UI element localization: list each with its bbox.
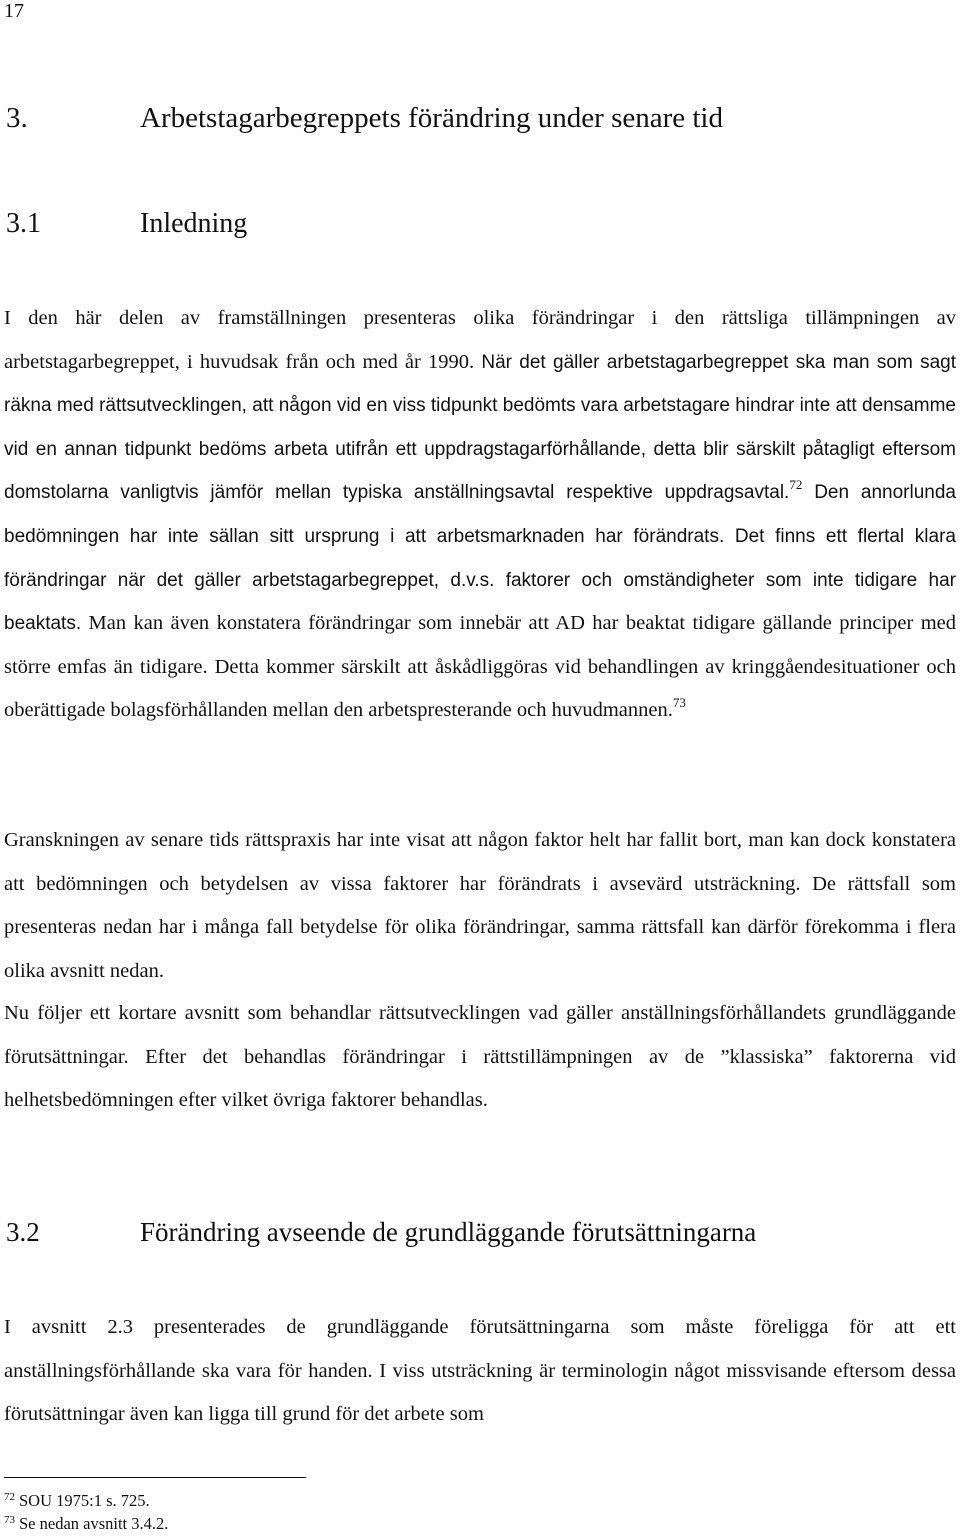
chapter-heading	[6, 100, 723, 136]
paragraph-text: I den här delen av framställningen presenteras olika förändringar i den rättsliga tillämpningen av arbetstagarbegreppet, i huvudsak från och med år 1990.	[4, 307, 956, 373]
footnote-number: 72	[4, 1491, 15, 1503]
paragraph-case-law: Granskningen av senare tids rättspraxis har inte visat att någon faktor helt har fallit bort, man kan dock konstatera att bedömningen och betydelsen av vissa faktorer har förändrats i avsevärd utsträckning. De rättsfall som presenteras nedan har i många fall betydelse för olika förändringar, samma rättsfall kan därför förekomma i flera olika avsnitt nedan.	[4, 829, 956, 982]
footnote-text: Se nedan avsnitt 3.4.2.	[19, 1514, 169, 1533]
footnote-text: SOU 1975:1 s. 725.	[19, 1491, 150, 1510]
paragraph-intro	[4, 297, 956, 733]
chapter-title: Arbetstagarbegreppets förändring under senare tid	[140, 102, 723, 134]
footnote-number: 73	[4, 1514, 15, 1526]
footnote-reference: 73	[672, 695, 686, 711]
paragraph-outline: Nu följer ett kortare avsnitt som behandlar rättsutvecklingen vad gäller anställningsförhållandets grundläggande förutsättningar. Efter det behandlas förändringar i rättstillämpningen av de ”klassiska” faktorerna vid helhetsbedömningen efter vilket övriga faktorer behandlas.	[4, 1002, 956, 1112]
section-title: Inledning	[140, 208, 248, 239]
page-number: 17	[4, 0, 24, 22]
footnote-reference: 72	[789, 477, 803, 493]
chapter-number: 3.	[6, 102, 28, 134]
section-number: 3.2	[6, 1217, 40, 1247]
paragraph-text: Man kan även konstatera förändringar som innebär att AD har beaktat tidigare gällande principer med större emfas än tidigare. Detta kommer särskilt att åskådliggöras vid behandlingen av kringgåendesituationer och oberättigade bolagsförhållanden mellan den arbetspresterande och huvudmannen.	[4, 612, 956, 722]
footnote	[4, 1491, 150, 1511]
section-title: Förändring avseende de grundläggande förutsättningarna	[140, 1217, 757, 1247]
footnote	[4, 1514, 168, 1534]
footnote-divider	[4, 1477, 306, 1478]
paragraph-text: Den annorlunda bedömningen har inte sällan sitt ursprung i att arbetsmarknaden har förändrats. Det finns ett flertal klara förändringar när det gäller arbetstagarbegreppet, d.v.s. faktorer och omständigheter som inte tidigare har beaktats.	[4, 482, 956, 635]
paragraph-prerequisites: I avsnitt 2.3 presenterades de grundläggande förutsättningarna som måste föreligga för att ett anställningsförhållande ska vara för handen. I viss utsträckning är terminologin något missvisande eftersom dessa förutsättningar även kan ligga till grund för det arbete som	[4, 1316, 956, 1426]
section-number: 3.1	[6, 208, 41, 239]
paragraph-text: När det gäller arbetstagarbegreppet ska man som sagt räkna med rättsutvecklingen, att någon vid en viss tidpunkt bedömts vara arbetstagare hindrar inte att densamme vid en annan tidpunkt bedöms arbeta utifrån ett uppdragstagarförhållande, detta blir särskilt påtagligt eftersom domstolarna vanligtvis jämför mellan typiska anställningsavtal respektive uppdragsavtal.	[4, 351, 956, 504]
section-heading-3-1	[6, 206, 247, 242]
section-heading-3-2	[6, 1214, 756, 1250]
